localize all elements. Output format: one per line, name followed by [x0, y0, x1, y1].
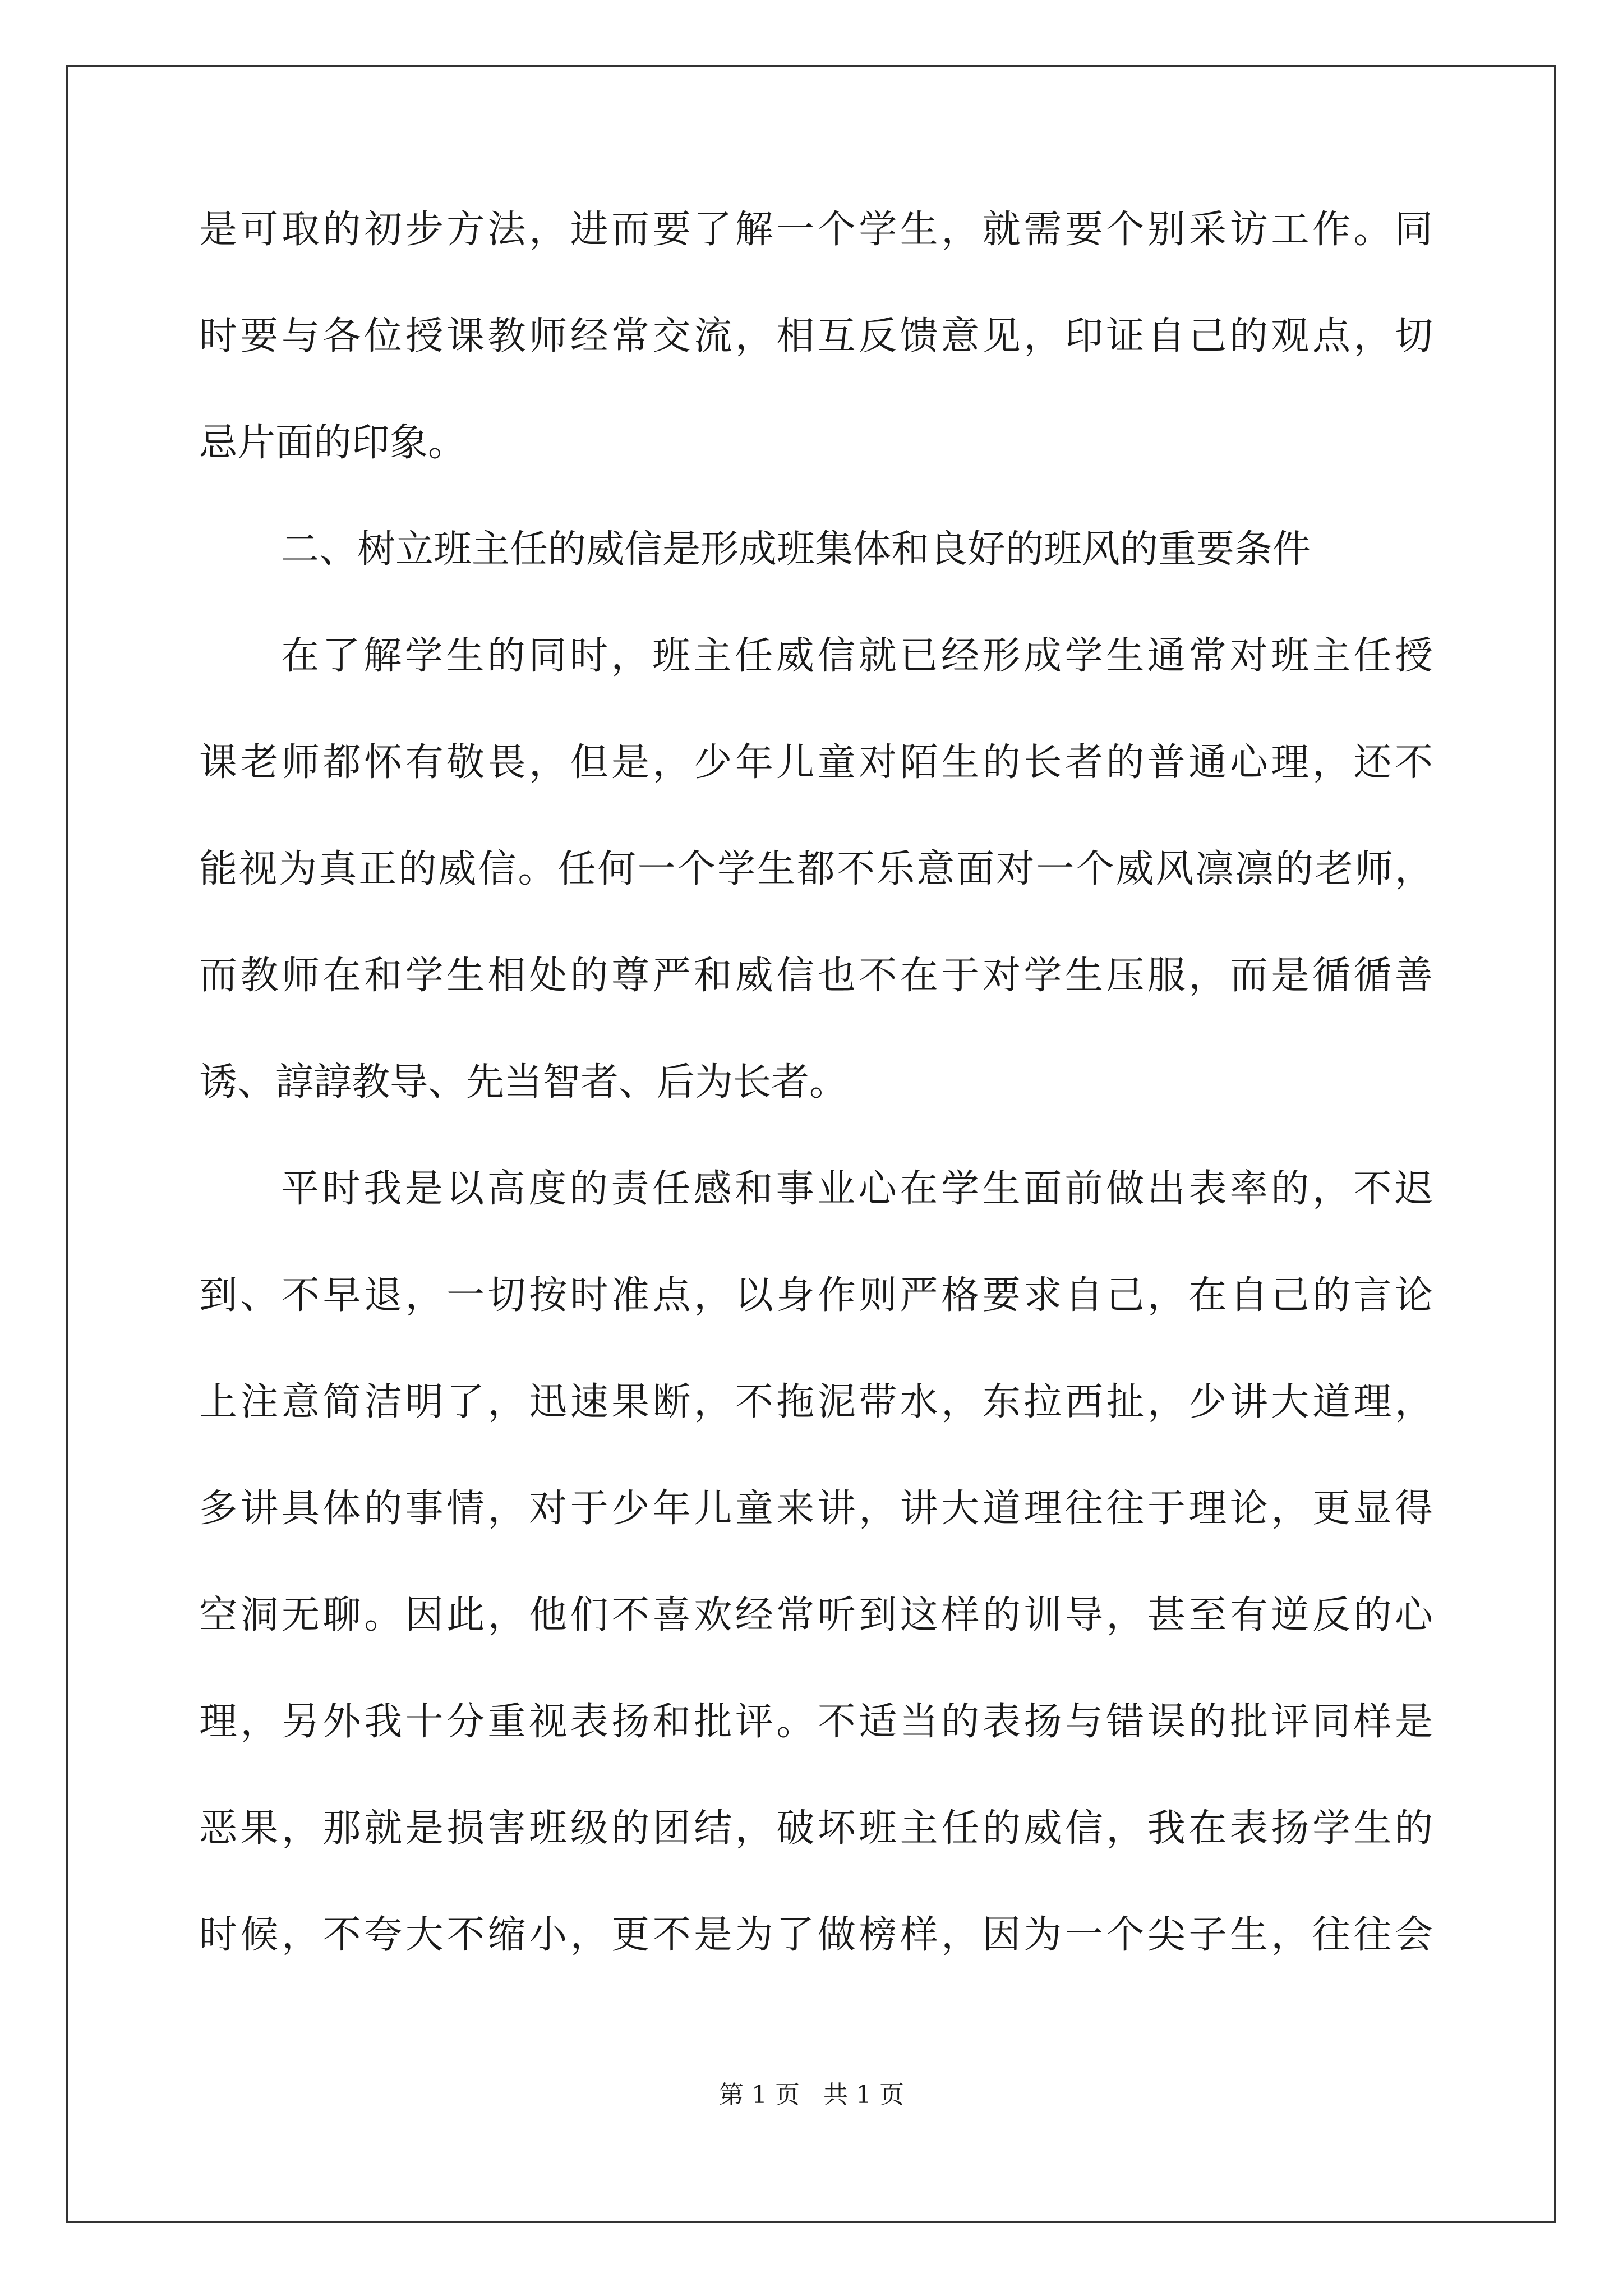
text-line: 多讲具体的事情，对于少年儿童来讲，讲大道理往往于理论，更显得 [199, 1487, 1433, 1531]
text-line: 能视为真正的威信。任何一个学生都不乐意面对一个威风凛凛的老师， [199, 847, 1433, 891]
text-line: 恶果，那就是损害班级的团结，破坏班主任的威信，我在表扬学生的 [199, 1806, 1433, 1851]
text-line: 忌片面的印象。 [199, 421, 467, 465]
text-line: 空洞无聊。因此，他们不喜欢经常听到这样的训导，甚至有逆反的心 [199, 1593, 1433, 1637]
text-line: 是可取的初步方法，进而要了解一个学生，就需要个别采访工作。同 [199, 208, 1433, 252]
section-heading: 二、树立班主任的威信是形成班集体和良好的班风的重要条件 [281, 527, 1311, 572]
paragraph-first-line: 在了解学生的同时，班主任威信就已经形成学生通常对班主任授 [281, 634, 1433, 678]
document-body [199, 208, 1433, 2019]
text-line: 理，另外我十分重视表扬和批评。不适当的表扬与错误的批评同样是 [199, 1700, 1433, 1744]
text-line: 到、不早退，一切按时准点，以身作则严格要求自己，在自己的言论 [199, 1273, 1433, 1318]
text-line: 课老师都怀有敬畏，但是，少年儿童对陌生的长者的普通心理，还不 [199, 740, 1433, 785]
page-footer: 第 1 页 共 1 页 [719, 2081, 904, 2109]
text-line: 时要与各位授课教师经常交流，相互反馈意见，印证自己的观点，切 [199, 314, 1433, 358]
text-line: 上注意简洁明了，迅速果断，不拖泥带水，东拉西扯，少讲大道理， [199, 1380, 1433, 1424]
paragraph-first-line: 平时我是以高度的责任感和事业心在学生面前做出表率的，不迟 [281, 1167, 1433, 1211]
text-line: 而教师在和学生相处的尊严和威信也不在于对学生压服，而是循循善 [199, 954, 1433, 998]
text-line: 诱、諄諄教导、先当智者、后为长者。 [199, 1060, 848, 1105]
text-line: 时候，不夸大不缩小，更不是为了做榜样，因为一个尖子生，往往会 [199, 1913, 1433, 1957]
